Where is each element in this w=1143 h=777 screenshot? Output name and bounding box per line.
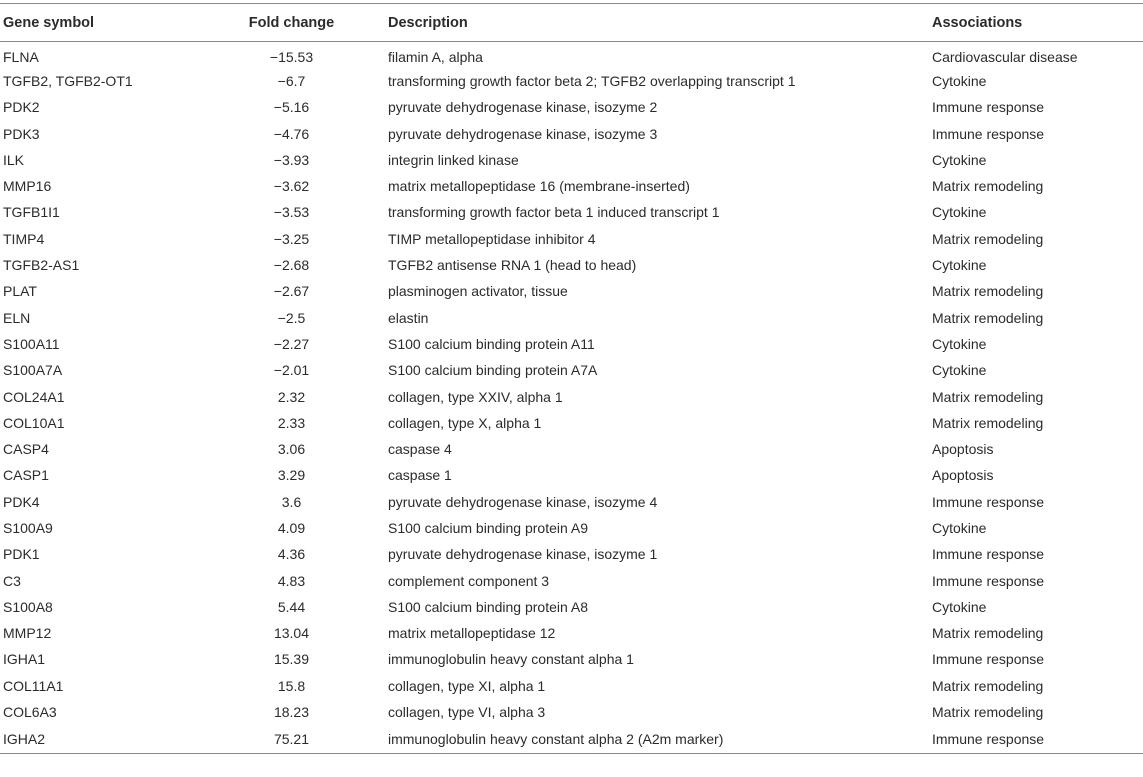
table-row (0, 489, 1143, 515)
table-row (0, 278, 1143, 304)
table-row (0, 462, 1143, 488)
cell-fold-change: 4.83 (277, 572, 306, 589)
table-row (0, 68, 1143, 94)
cell-gene-symbol: S100A9 (3, 519, 53, 536)
cell-description: caspase 1 (388, 467, 452, 484)
cell-fold-change: −2.67 (273, 283, 310, 300)
cell-associations: Immune response (932, 546, 1045, 563)
cell-description: collagen, type X, alpha 1 (388, 414, 542, 431)
cell-fold-change: −3.62 (273, 178, 310, 195)
table-row (0, 42, 1143, 68)
cell-gene-symbol: CASP1 (3, 467, 49, 484)
cell-associations: Immune response (932, 125, 1045, 142)
table-row (0, 226, 1143, 252)
header-description: Description (388, 4, 932, 42)
cell-description: collagen, type VI, alpha 3 (388, 704, 546, 721)
cell-description: complement component 3 (388, 572, 550, 589)
cell-fold-change: −2.01 (273, 362, 310, 379)
cell-gene-symbol: S100A8 (3, 598, 53, 615)
cell-fold-change: 3.06 (277, 441, 306, 458)
cell-gene-symbol: PDK4 (3, 493, 40, 510)
cell-fold-change: −15.53 (269, 48, 314, 65)
cell-gene-symbol: COL11A1 (3, 677, 64, 694)
cell-gene-symbol: COL10A1 (3, 414, 65, 431)
cell-description: immunoglobulin heavy constant alpha 2 (A2m marker) (388, 725, 932, 754)
cell-associations: Cytokine (932, 362, 987, 379)
cell-description: integrin linked kinase (388, 151, 519, 168)
cell-associations: Cytokine (932, 204, 987, 221)
cell-associations: Matrix remodeling (932, 230, 1044, 247)
cell-associations: Matrix remodeling (932, 414, 1044, 431)
cell-associations: Cytokine (932, 598, 987, 615)
cell-associations: Matrix remodeling (932, 309, 1044, 326)
cell-associations: Matrix remodeling (932, 625, 1044, 642)
cell-gene-symbol: ILK (3, 151, 25, 168)
cell-description: pyruvate dehydrogenase kinase, isozyme 1 (388, 546, 658, 563)
cell-associations: Matrix remodeling (932, 704, 1044, 721)
cell-description: S100 calcium binding protein A9 (388, 519, 589, 536)
gene-expression-table (0, 3, 1143, 754)
cell-fold-change: 3.6 (281, 493, 302, 510)
cell-gene-symbol: COL24A1 (3, 388, 65, 405)
cell-gene-symbol: IGHA2 (0, 725, 195, 754)
cell-associations: Matrix remodeling (932, 677, 1044, 694)
cell-description: plasminogen activator, tissue (388, 283, 568, 300)
cell-associations: Immune response (932, 99, 1045, 116)
cell-description: S100 calcium binding protein A11 (388, 335, 595, 352)
header-fold-change: Fold change (195, 4, 388, 42)
cell-associations: Apoptosis (932, 467, 994, 484)
cell-fold-change: −3.53 (273, 204, 310, 221)
table-row (0, 541, 1143, 567)
table-row (0, 304, 1143, 330)
table-row (0, 699, 1143, 725)
table-row (0, 725, 1143, 754)
cell-description: collagen, type XXIV, alpha 1 (388, 388, 563, 405)
cell-fold-change: −2.27 (273, 335, 310, 352)
cell-associations: Cytokine (932, 151, 987, 168)
cell-fold-change: 13.04 (273, 625, 310, 642)
cell-description: pyruvate dehydrogenase kinase, isozyme 2 (388, 99, 658, 116)
cell-fold-change: −3.93 (273, 151, 310, 168)
table-row (0, 94, 1143, 120)
cell-fold-change: 2.33 (277, 414, 306, 431)
cell-gene-symbol: TGFB2, TGFB2-OT1 (3, 72, 133, 89)
cell-description: S100 calcium binding protein A7A (388, 362, 598, 379)
cell-gene-symbol: CASP4 (3, 441, 49, 458)
table-row (0, 567, 1143, 593)
cell-fold-change: −2.68 (273, 257, 310, 274)
table-row (0, 436, 1143, 462)
table-row (0, 173, 1143, 199)
cell-gene-symbol: IGHA1 (3, 651, 46, 668)
cell-associations: Apoptosis (932, 441, 994, 458)
cell-associations: Immune response (932, 572, 1045, 589)
cell-gene-symbol: PLAT (3, 283, 37, 300)
table-row (0, 515, 1143, 541)
cell-gene-symbol: PDK3 (3, 125, 40, 142)
cell-gene-symbol: FLNA (3, 48, 39, 65)
table-row (0, 410, 1143, 436)
cell-gene-symbol: ELN (3, 309, 31, 326)
cell-associations: Matrix remodeling (932, 283, 1044, 300)
cell-gene-symbol: C3 (3, 572, 21, 589)
cell-description: matrix metallopeptidase 12 (388, 625, 556, 642)
table-row (0, 331, 1143, 357)
table-row (0, 120, 1143, 146)
header-row (0, 4, 1143, 42)
cell-fold-change: −4.76 (273, 125, 310, 142)
cell-associations: Immune response (932, 651, 1045, 668)
cell-description: matrix metallopeptidase 16 (membrane-inserted) (388, 178, 690, 195)
table-row (0, 147, 1143, 173)
cell-description: TGFB2 antisense RNA 1 (head to head) (388, 257, 637, 274)
cell-fold-change: 5.44 (277, 598, 306, 615)
cell-gene-symbol: PDK1 (3, 546, 40, 563)
header-gene-symbol: Gene symbol (0, 4, 195, 42)
cell-gene-symbol: MMP12 (3, 625, 52, 642)
cell-associations: Immune response (932, 493, 1045, 510)
cell-description: caspase 4 (388, 441, 452, 458)
cell-associations: Cytokine (932, 257, 987, 274)
cell-gene-symbol: COL6A3 (3, 704, 57, 721)
cell-fold-change: 4.09 (277, 519, 306, 536)
cell-description: pyruvate dehydrogenase kinase, isozyme 4 (388, 493, 658, 510)
cell-description: collagen, type XI, alpha 1 (388, 677, 546, 694)
cell-gene-symbol: PDK2 (3, 99, 40, 116)
cell-fold-change: 4.36 (277, 546, 306, 563)
cell-description: transforming growth factor beta 1 induced transcript 1 (388, 204, 720, 221)
cell-description: TIMP metallopeptidase inhibitor 4 (388, 230, 596, 247)
cell-fold-change: −5.16 (273, 99, 310, 116)
cell-associations: Cytokine (932, 519, 987, 536)
cell-fold-change: 2.32 (277, 388, 306, 405)
cell-associations: Cytokine (932, 335, 987, 352)
cell-fold-change: 18.23 (273, 704, 310, 721)
cell-gene-symbol: TGFB2-AS1 (3, 257, 80, 274)
cell-fold-change: −2.5 (277, 309, 306, 326)
cell-fold-change: 75.21 (195, 725, 388, 754)
cell-associations: Cytokine (932, 72, 987, 89)
table-body (0, 42, 1143, 754)
table-header (0, 4, 1143, 42)
table-row (0, 594, 1143, 620)
cell-associations: Immune response (932, 725, 1143, 754)
table-row (0, 620, 1143, 646)
cell-fold-change: −6.7 (277, 72, 306, 89)
cell-gene-symbol: TGFB1I1 (3, 204, 60, 221)
cell-gene-symbol: TIMP4 (3, 230, 45, 247)
cell-associations: Cardiovascular disease (932, 48, 1078, 65)
cell-gene-symbol: MMP16 (3, 178, 52, 195)
table-row (0, 357, 1143, 383)
cell-description: elastin (388, 309, 429, 326)
cell-gene-symbol: S100A11 (3, 335, 60, 352)
cell-description: S100 calcium binding protein A8 (388, 598, 589, 615)
cell-associations: Matrix remodeling (932, 178, 1044, 195)
cell-description: filamin A, alpha (388, 48, 483, 65)
table-row (0, 673, 1143, 699)
cell-fold-change: 15.8 (277, 677, 306, 694)
table-row (0, 252, 1143, 278)
cell-fold-change: 3.29 (277, 467, 306, 484)
table-row (0, 199, 1143, 225)
cell-gene-symbol: S100A7A (3, 362, 63, 379)
header-associations: Associations (932, 4, 1143, 42)
table-row (0, 383, 1143, 409)
table-row (0, 646, 1143, 672)
cell-fold-change: 15.39 (273, 651, 310, 668)
cell-fold-change: −3.25 (273, 230, 310, 247)
cell-description: transforming growth factor beta 2; TGFB2 overlapping transcript 1 (388, 72, 796, 89)
cell-associations: Matrix remodeling (932, 388, 1044, 405)
cell-description: pyruvate dehydrogenase kinase, isozyme 3 (388, 125, 658, 142)
cell-description: immunoglobulin heavy constant alpha 1 (388, 651, 634, 668)
